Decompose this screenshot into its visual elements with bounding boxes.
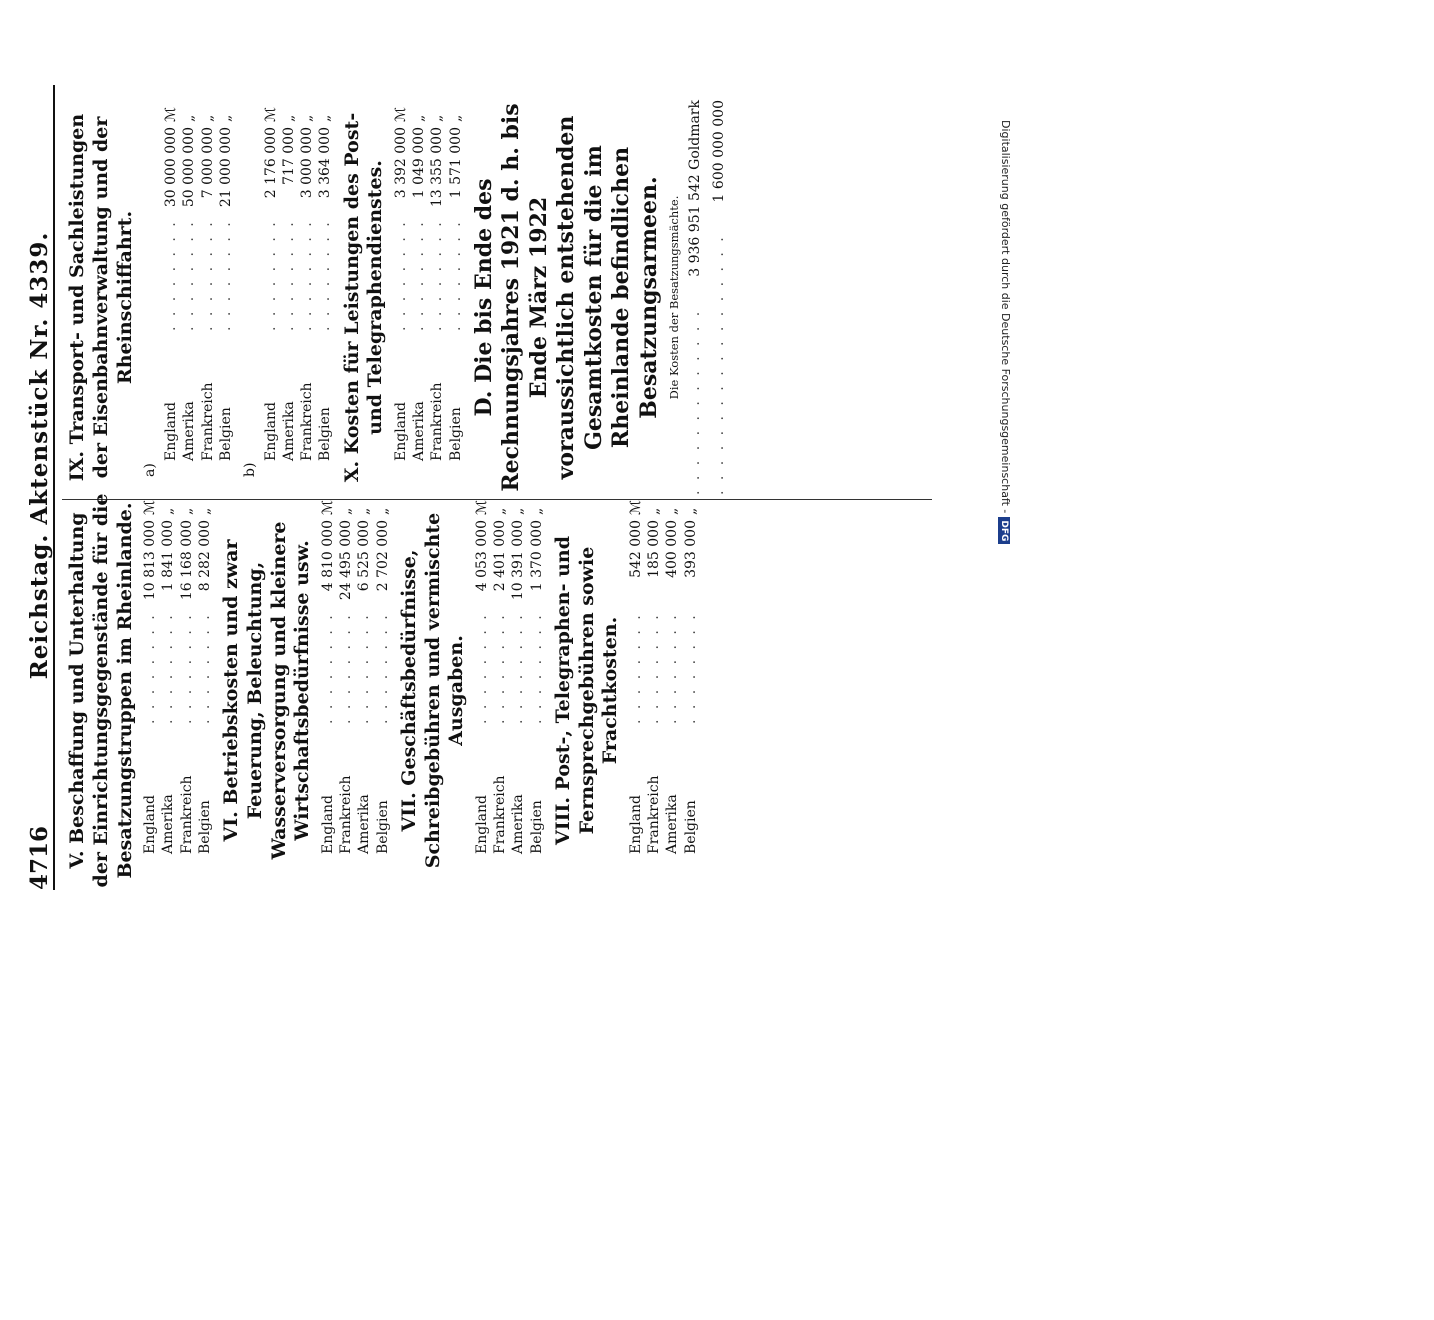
table-row: Belgien . . . 8 282 000 „ — [196, 493, 214, 888]
table-row: Belgien . . . 21 000 000 „ — [217, 100, 235, 495]
table-row: England . . . 4 810 000 ℳ — [319, 493, 337, 888]
section-ix-a-table — [162, 100, 235, 495]
section-ix-b-table — [262, 100, 335, 495]
sub-item-a-label: a) — [142, 463, 159, 477]
table-row: Belgien . . . 1 370 000 „ — [528, 493, 546, 888]
section-x-table — [392, 100, 465, 495]
section-d-heading: D. Die bis Ende des Rechnungsjahres 1921 d. h. bis Ende März 1922 voraussichtlich entstehenden Gesamtkosten für die im Rheinlande befindlichen Besatzungsarmeen. — [470, 103, 662, 492]
section-viii-heading: VIII. Post-, Telegraphen- und Fernsprechgebühren sowie Frachtkosten. — [551, 535, 622, 846]
table-row: Frankreich . . . 7 000 000 „ — [199, 100, 217, 495]
table-row: Amerika . . . 1 049 000 „ — [410, 100, 428, 495]
section-vi-table — [319, 493, 392, 888]
table-row: Frankreich . . . 185 000 „ — [645, 493, 663, 888]
section-v-table — [141, 493, 214, 888]
table-row: Amerika . . . 717 000 „ — [280, 100, 298, 495]
left-column — [62, 493, 706, 888]
running-title: Reichstag. Aktenstück Nr. 4339. — [26, 231, 53, 680]
table-row: England . . . 3 392 000 ℳ — [392, 100, 410, 495]
table-row: Belgien . . . 3 364 000 „ — [316, 100, 334, 495]
section-ix-heading: IX. Transport- und Sachleistungen der Eisenbahnverwaltung und der Rheinschiffahrt. — [66, 113, 136, 482]
section-x-heading: X. Kosten für Leistungen des Post- und Telegraphendienstes. — [340, 112, 387, 483]
section-viii-table — [627, 493, 700, 888]
table-row: Amerika . . . 50 000 000 „ — [180, 100, 198, 495]
section-vii-heading: VII. Geschäftsbedürfnisse, Schreibgebühren und vermischte Ausgaben. — [397, 512, 468, 869]
table-row: Belgien . . . 1 571 000 „ — [447, 100, 465, 495]
running-header — [15, 85, 55, 890]
table-row: Amerika . . . 6 525 000 „ — [355, 493, 373, 888]
table-row: England . . . 542 000 ℳ — [627, 493, 645, 888]
right-column — [62, 100, 728, 495]
table-row: Frankreich . . . 2 401 000 „ — [491, 493, 509, 888]
section-vi-heading: VI. Betriebskosten und zwar Feuerung, Beleuchtung, Wasserversorgung und kleinere Wirtschaftsbedürfnisse usw. — [220, 521, 314, 860]
total-amount: . . . 1 600 000 000 — [710, 100, 728, 495]
table-row: England . . . 30 000 000 ℳ — [162, 100, 180, 495]
table-row: England . . . 10 813 000 ℳ — [141, 493, 159, 888]
table-row: England . . . 2 176 000 ℳ — [262, 100, 280, 495]
table-row: Frankreich . . . 16 168 000 „ — [178, 493, 196, 888]
total-goldmark: . . . 3 936 951 542 Goldmark — [686, 100, 704, 495]
page-number: 4716 — [26, 825, 53, 890]
digitization-credit: Digitalisierung gefördert durch die Deutsche Forschungsgemeinschaft -DFG — [992, 120, 1012, 1320]
dfg-logo: DFG — [998, 517, 1010, 544]
section-v-heading: V. Beschaffung und Unterhaltung der Einrichtungsgegenstände für die Besatzungstruppen im Rheinlande. — [66, 493, 136, 888]
section-vii-table — [473, 493, 546, 888]
section-d-subnote: Die Kosten der Besatzungsmächte. — [667, 195, 682, 400]
sub-item-b-label: b) — [241, 462, 258, 477]
table-row: Frankreich . . . 3 000 000 „ — [298, 100, 316, 495]
table-row: Amerika . . . 1 841 000 „ — [159, 493, 177, 888]
table-row: Belgien . . . 2 702 000 „ — [374, 493, 392, 888]
table-row: Amerika . . . 10 391 000 „ — [509, 493, 527, 888]
table-row: Amerika . . . 400 000 „ — [663, 493, 681, 888]
table-row: Belgien . . . 393 000 „ — [682, 493, 700, 888]
table-row: England . . . 4 053 000 ℳ — [473, 493, 491, 888]
table-row: Frankreich . . . 24 495 000 „ — [337, 493, 355, 888]
table-row: Frankreich . . . 13 355 000 „ — [428, 100, 446, 495]
